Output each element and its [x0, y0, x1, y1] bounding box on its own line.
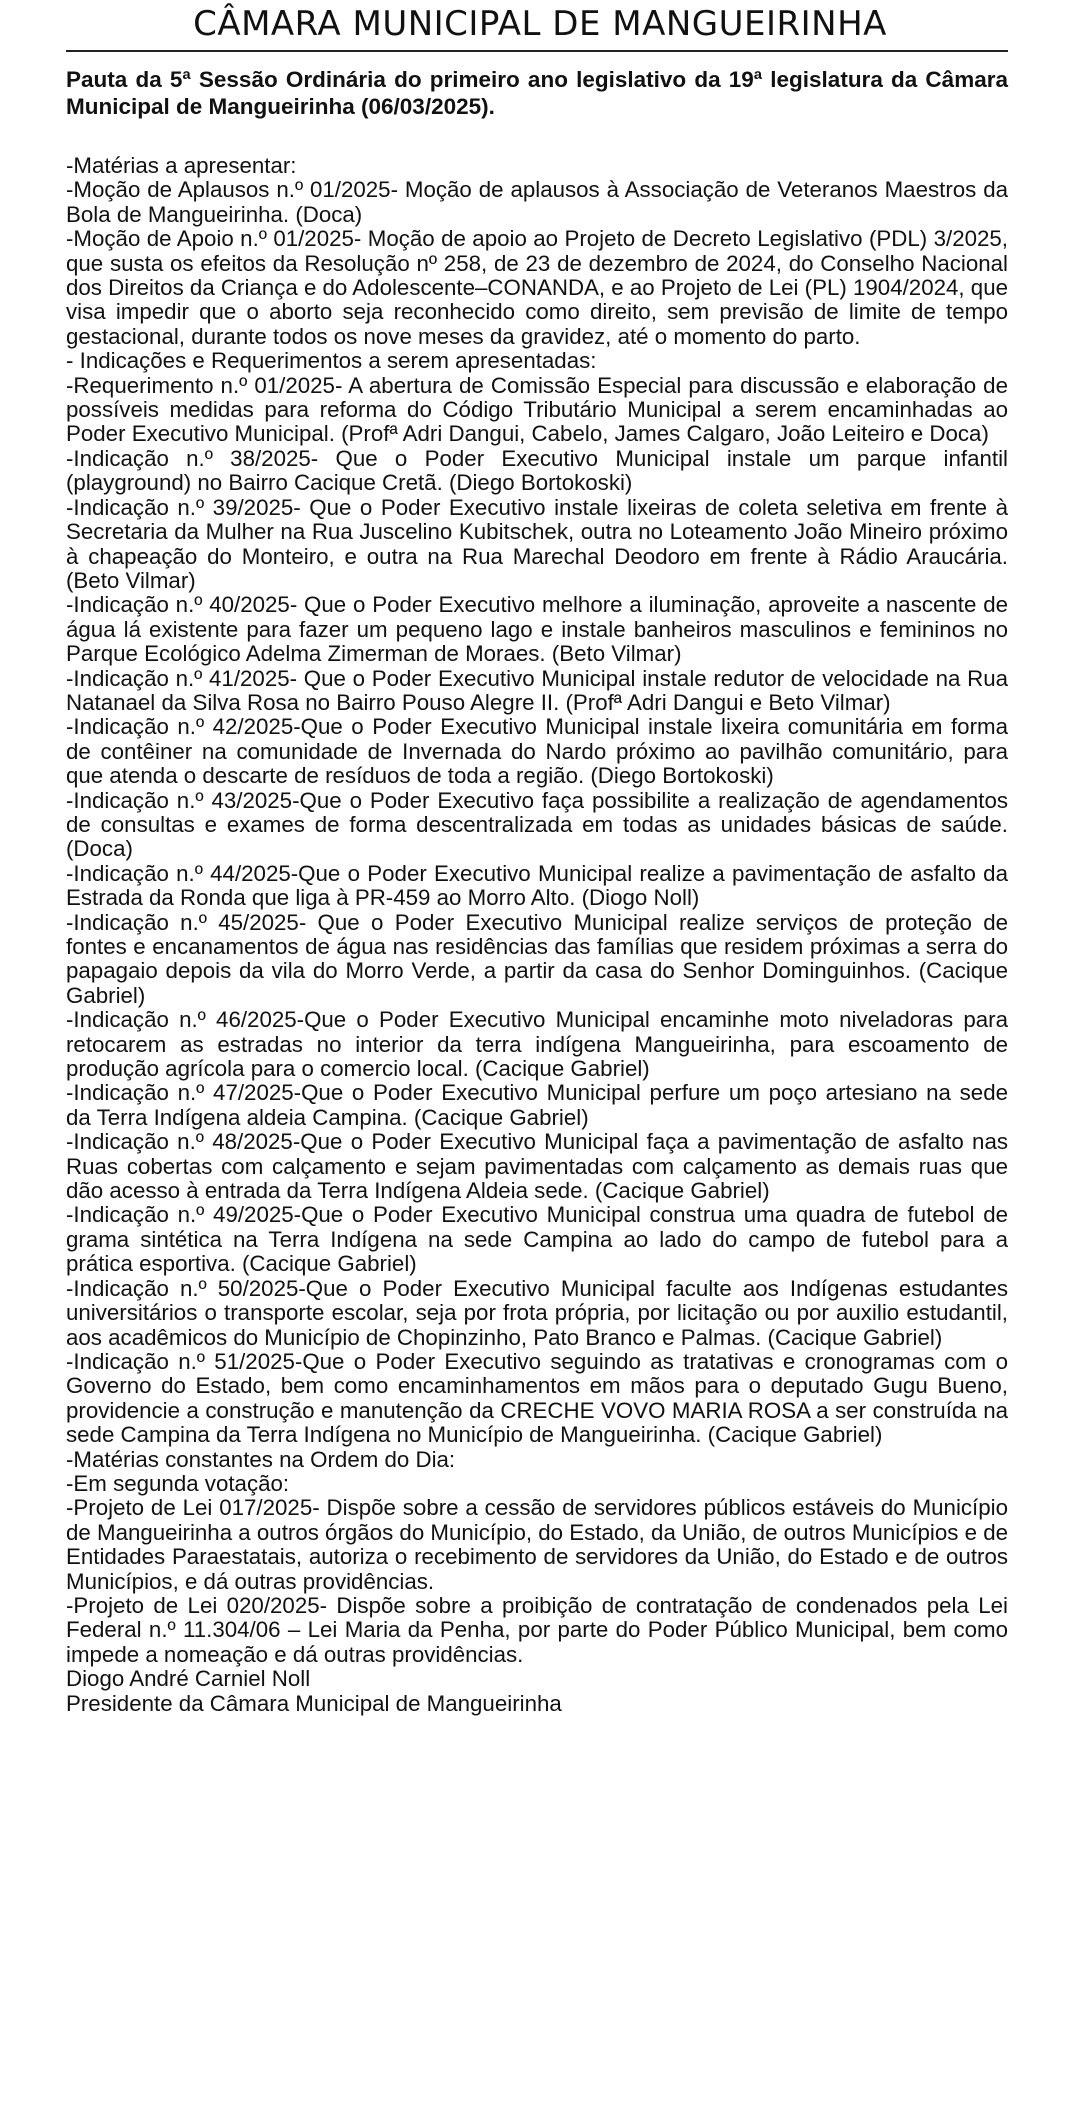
title-divider — [66, 50, 1008, 52]
agenda-item: -Indicação n.º 48/2025-Que o Poder Executivo Municipal faça a pavimentação de asfalto nas Ruas cobertas com calçamento e sejam pavimentadas com calçamento as demais ruas que dão acesso à entrada da Terra Indígena Aldeia sede. (Cacique Gabriel) — [66, 1129, 1008, 1204]
agenda-item: -Requerimento n.º 01/2025- A abertura de Comissão Especial para discussão e elaboração de possíveis medidas para reforma do Código Tributário Municipal a serem encaminhadas ao Poder Executivo Municipal. (Profª Adri Dangui, Cabelo, James Calgaro, João Leiteiro e Doca) — [66, 372, 1008, 447]
agenda-item: -Indicação n.º 40/2025- Que o Poder Executivo melhore a iluminação, aproveite a nascente de água lá existente para fazer um pequeno lago e instale banheiros masculinos e femininos no Parque Ecológico Adelma Zimerman de Moraes. (Beto Vilmar) — [66, 592, 1008, 667]
session-heading: Pauta da 5ª Sessão Ordinária do primeiro ano legislativo da 19ª legislatura da Câmara Municipal de Mangueirinha (06/03/2025). — [66, 67, 1008, 119]
page-title: CÂMARA MUNICIPAL DE MANGUEIRINHA — [193, 4, 887, 44]
agenda-item: -Matérias a apresentar: — [66, 153, 297, 178]
agenda-item: -Indicação n.º 50/2025-Que o Poder Executivo Municipal faculte aos Indígenas estudantes universitários o transporte escolar, seja por frota própria, por licitação ou por auxilio estudantil, aos acadêmicos do Município de Chopinzinho, Pato Branco e Palmas. (Cacique Gabriel) — [66, 1275, 1008, 1350]
signature-role: Presidente da Câmara Municipal de Mangueirinha — [66, 1690, 562, 1716]
agenda-item: - Indicações e Requerimentos a serem apresentadas: — [66, 348, 597, 374]
agenda-item: -Indicação n.º 47/2025-Que o Poder Executivo Municipal perfure um poço artesiano na sede da Terra Indígena aldeia Campina. (Cacique Gabriel) — [66, 1080, 1008, 1130]
agenda-item: -Projeto de Lei 017/2025- Dispõe sobre a cessão de servidores públicos estáveis do Município de Mangueirinha a outros órgãos do Município, do Estado, da União, de outros Municípios e de Entidades Paraestatais, autoriza o recebimento de servidores da União, do Estado e de outros Municípios, e dá outras providências. — [66, 1495, 1009, 1594]
agenda-item: -Indicação n.º 45/2025- Que o Poder Executivo Municipal realize serviços de proteção de fontes e encanamentos de água nas residências das famílias que residem próximas a serra do papagaio depois da vila do Morro Verde, a partir da casa do Senhor Dominguinhos. (Cacique Gabriel) — [66, 909, 1008, 1008]
agenda-item: -Matérias constantes na Ordem do Dia: — [66, 1446, 456, 1472]
agenda-item: -Indicação n.º 49/2025-Que o Poder Executivo Municipal construa uma quadra de futebol de grama sintética na Terra Indígena na sede Campina ao lado do campo de futebol para a prática esportiva. (Cacique Gabriel) — [66, 1202, 1008, 1277]
agenda-item: -Projeto de Lei 020/2025- Dispõe sobre a proibição de contratação de condenados pela Lei Federal n.º 11.304/06 – Lei Maria da Penha, por parte do Poder Público Municipal, bem como impede a nomeação e dá outras providências. — [66, 1592, 1008, 1667]
agenda-item: -Indicação n.º 42/2025-Que o Poder Executivo Municipal instale lixeira comunitária em forma de contêiner na comunidade de Invernada do Nardo próximo ao pavilhão comunitário, para que atenda o descarte de resíduos de toda a região. (Diego Bortokoski) — [66, 714, 1008, 789]
agenda-item: -Indicação n.º 43/2025-Que o Poder Executivo faça possibilite a realização de agendamentos de consultas e exames de forma descentralizada em todas as unidades básicas de saúde. (Doca) — [66, 787, 1008, 862]
signature-name: Diogo André Carniel Noll — [66, 1666, 311, 1692]
agenda-item: -Indicação n.º 38/2025- Que o Poder Executivo Municipal instale um parque infantil (playground) no Bairro Cacique Cretã. (Diego Bortokoski) — [66, 445, 1008, 496]
agenda-item: -Em segunda votação: — [66, 1470, 290, 1496]
agenda-body — [66, 154, 1008, 1716]
agenda-item: -Moção de Aplausos n.º 01/2025- Moção de aplausos à Associação de Veteranos Maestros da Bola de Mangueirinha. (Doca) — [66, 177, 1008, 227]
agenda-item: -Indicação n.º 44/2025-Que o Poder Executivo Municipal realize a pavimentação de asfalto da Estrada da Ronda que liga à PR-459 ao Morro Alto. (Diogo Noll) — [66, 860, 1008, 911]
agenda-item: -Indicação n.º 41/2025- Que o Poder Executivo Municipal instale redutor de velocidade na Rua Natanael da Silva Rosa no Bairro Pouso Alegre II. (Profª Adri Dangui e Beto Vilmar) — [66, 665, 1008, 715]
agenda-item: -Moção de Apoio n.º 01/2025- Moção de apoio ao Projeto de Decreto Legislativo (PDL) 3/2025, que susta os efeitos da Resolução nº 258, de 23 de dezembro de 2024, do Conselho Nacional dos Direitos da Criança e do Adolescente–CONANDA, e ao Projeto de Lei (PL) 1904/2024, que visa impedir que o aborto seja reconhecido como direito, sem previsão de limite de tempo gestacional, durante todos os nove meses da gravidez, até o momento do parto. — [66, 226, 1008, 349]
agenda-item: -Indicação n.º 46/2025-Que o Poder Executivo Municipal encaminhe moto niveladoras para retocarem as estradas no interior da terra indígena Mangueirinha, para escoamento de produção agrícola para o comercio local. (Cacique Gabriel) — [66, 1007, 1008, 1082]
agenda-item: -Indicação n.º 51/2025-Que o Poder Executivo seguindo as tratativas e cronogramas com o Governo do Estado, bem como encaminhamentos em mãos para o deputado Gugu Bueno, providencie a construção e manutenção da CRECHE VOVO MARIA ROSA a ser construída na sede Campina da Terra Indígena no Município de Mangueirinha. (Cacique Gabriel) — [66, 1348, 1008, 1448]
agenda-item: -Indicação n.º 39/2025- Que o Poder Executivo instale lixeiras de coleta seletiva em frente à Secretaria da Mulher na Rua Juscelino Kubitschek, outra no Loteamento João Mineiro próximo à chapeação do Monteiro, e outra na Rua Marechal Deodoro em frente à Rádio Araucária. (Beto Vilmar) — [66, 494, 1008, 593]
